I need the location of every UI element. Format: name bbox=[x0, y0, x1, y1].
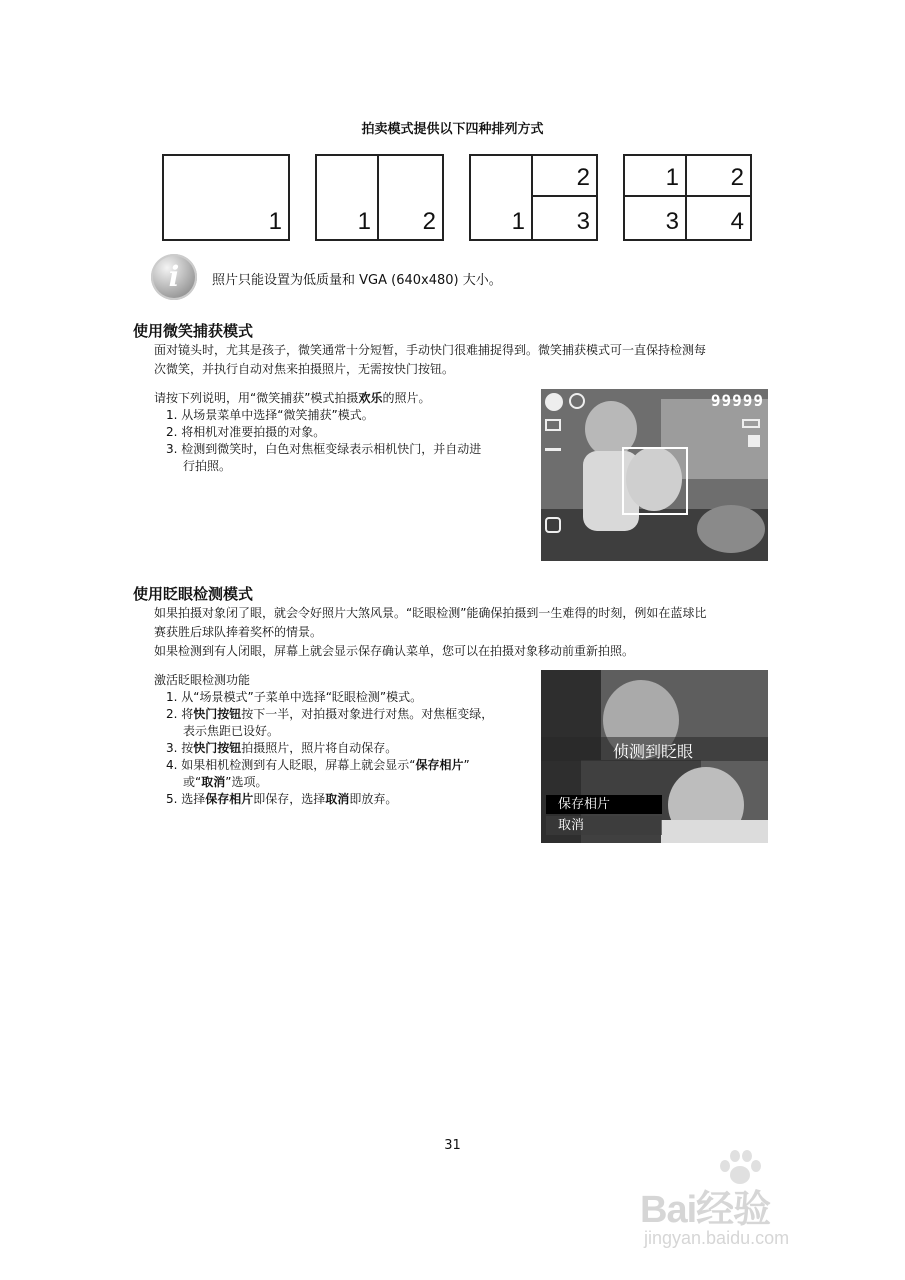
battery-icon bbox=[742, 419, 760, 428]
menu-save-photo[interactable]: 保存相片 bbox=[546, 795, 662, 814]
smile-steps bbox=[154, 390, 481, 475]
watermark-url: jingyan.baidu.com bbox=[644, 1228, 790, 1248]
layout-4-cell-1: 1 bbox=[665, 164, 679, 191]
blink-steps bbox=[154, 672, 493, 808]
layout-3-cell-2: 2 bbox=[576, 164, 590, 191]
smile-step-3-cont: 行拍照。 bbox=[183, 459, 232, 473]
layout-1-cell-1: 1 bbox=[268, 208, 282, 235]
info-note: 照片只能设置为低质量和 VGA (640x480) 大小。 bbox=[212, 273, 502, 288]
blink-description bbox=[154, 604, 706, 661]
smile-para-line-2: 次微笑，并执行自动对焦来拍摄照片，无需按快门按钮。 bbox=[154, 362, 455, 376]
layout-2-cell-2: 2 bbox=[422, 208, 436, 235]
blink-step-2-cont: 表示焦距已设好。 bbox=[183, 724, 280, 738]
blink-detected-text: 侦测到眨眼 bbox=[613, 742, 694, 761]
blink-step-4: 4. 如果相机检测到有人眨眼，屏幕上就会显示“保存相片” bbox=[166, 758, 470, 772]
layout-3-cell-1: 1 bbox=[511, 208, 525, 235]
smile-description bbox=[154, 341, 706, 379]
storage-icon bbox=[748, 435, 760, 447]
face-detect-icon bbox=[545, 517, 561, 533]
layout-2-cell-1: 1 bbox=[357, 208, 371, 235]
watermark-brand: Bai经验 bbox=[640, 1189, 771, 1231]
layout-diagram-3 bbox=[469, 154, 598, 241]
layout-diagram-1 bbox=[162, 154, 290, 241]
layout-3-cell-3: 3 bbox=[576, 208, 590, 235]
smile-step-2: 2. 将相机对准要拍摄的对象。 bbox=[166, 425, 326, 439]
blink-para-line-3: 如果检测到有人闭眼，屏幕上就会显示保存确认菜单，您可以在拍摄对象移动前重新拍照。 bbox=[154, 644, 635, 658]
watermark bbox=[640, 1150, 860, 1250]
smile-camera-screen bbox=[541, 389, 768, 561]
smile-step-3: 3. 检测到微笑时，白色对焦框变绿表示相机快门，并自动进 bbox=[166, 442, 482, 456]
layout-diagram-4 bbox=[623, 154, 752, 241]
layout-4-cell-4: 4 bbox=[730, 208, 744, 235]
blink-heading: 使用眨眼检测模式 bbox=[133, 585, 254, 603]
blink-step-2: 2. 将快门按钮按下一半，对拍摄对象进行对焦。对焦框变绿， bbox=[166, 707, 494, 721]
blink-para-line-2: 赛获胜后球队捧着奖杯的情景。 bbox=[154, 625, 323, 639]
blink-camera-screen bbox=[541, 670, 768, 843]
blink-para-line-1: 如果拍摄对象闭了眼，就会令好照片大煞风景。“眨眼检测”能确保拍摄到一生难得的时刻，例如在蓝球比 bbox=[154, 606, 707, 620]
flash-off-icon bbox=[569, 393, 585, 409]
quality-icon bbox=[545, 439, 561, 451]
smile-mode-icon bbox=[545, 393, 563, 411]
smile-intro: 请按下列说明，用“微笑捕获”模式拍摄欢乐的照片。 bbox=[154, 391, 431, 405]
smile-heading: 使用微笑捕获模式 bbox=[133, 322, 254, 340]
blink-step-4-cont: 或“取消”选项。 bbox=[183, 775, 268, 789]
menu-cancel[interactable]: 取消 bbox=[546, 816, 662, 835]
layout-4-cell-3: 3 bbox=[665, 208, 679, 235]
image-size-icon bbox=[545, 419, 561, 431]
page-number: 31 bbox=[444, 1138, 461, 1153]
focus-frame bbox=[622, 447, 688, 515]
info-icon: i bbox=[151, 254, 197, 300]
blink-step-3: 3. 按快门按钮拍摄照片，照片将自动保存。 bbox=[166, 741, 398, 755]
shots-remaining: 99999 bbox=[710, 391, 764, 410]
layout-4-cell-2: 2 bbox=[730, 164, 744, 191]
layout-title: 拍卖模式提供以下四种排列方式 bbox=[361, 122, 544, 137]
blink-activate-label: 激活眨眼检测功能 bbox=[154, 673, 251, 687]
smile-step-1: 1. 从场景菜单中选择“微笑捕获”模式。 bbox=[166, 408, 374, 422]
layout-diagram-2 bbox=[315, 154, 444, 241]
blink-step-5: 5. 选择保存相片即保存，选择取消即放弃。 bbox=[166, 792, 398, 806]
blink-step-1: 1. 从“场景模式”子菜单中选择“眨眼检测”模式。 bbox=[166, 690, 423, 704]
smile-para-line-1: 面对镜头时，尤其是孩子，微笑通常十分短暂，手动快门很难捕捉得到。微笑捕获模式可一直保持检测每 bbox=[154, 343, 707, 357]
